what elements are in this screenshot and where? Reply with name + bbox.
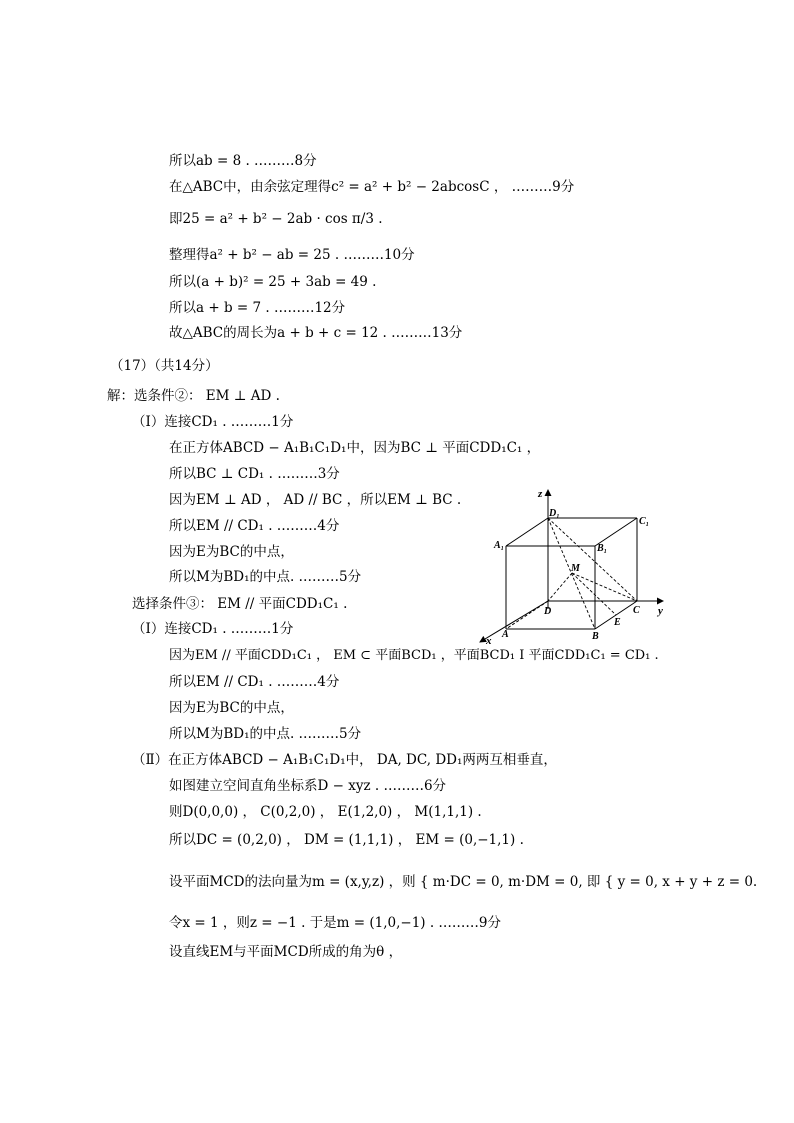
label-D1: D₁ xyxy=(549,508,560,519)
text-line: 设直线EM与平面MCD所成的角为θ ， xyxy=(169,944,403,960)
label-B1: B₁ xyxy=(597,543,608,554)
text-line: 选择条件③： EM // 平面CDD₁C₁ . xyxy=(132,596,348,612)
text-line: 即25 = a² + b² − 2ab · cos π/3 . xyxy=(169,211,383,227)
label-A1: A₁ xyxy=(494,540,505,551)
text-line: 所以M为BD₁的中点. ………5分 xyxy=(169,726,362,742)
text-line: （Ⅰ）连接CD₁ . ………1分 xyxy=(132,621,294,637)
text-line: 故△ABC的周长为a + b + c = 12 . ………13分 xyxy=(169,325,463,341)
text-line: 所以a + b = 7 . ………12分 xyxy=(169,300,346,316)
text-line: 所以DC = (0,2,0) ， DM = (1,1,1) ， EM = (0,−1,1) . xyxy=(169,832,524,848)
text-line: 所以EM // CD₁ . ………4分 xyxy=(169,518,340,534)
text-line: （Ⅰ）连接CD₁ . ………1分 xyxy=(132,414,294,430)
cube-figure xyxy=(470,484,670,644)
label-M: M xyxy=(571,563,580,574)
text-line: 因为EM ⊥ AD ， AD // BC ，所以EM ⊥ BC . xyxy=(169,492,462,508)
text-line: 所以EM // CD₁ . ………4分 xyxy=(169,674,340,690)
text-line: 所以M为BD₁的中点. ………5分 xyxy=(169,569,362,585)
text-line: 令x = 1 ，则z = −1 . 于是m = (1,0,−1) . ………9分 xyxy=(169,915,502,931)
text-line: （Ⅱ）在正方体ABCD − A₁B₁C₁D₁中， DA, DC, DD₁两两互相垂直， xyxy=(132,752,557,768)
text-line: 整理得a² + b² − ab = 25 . ………10分 xyxy=(169,247,415,263)
text-line: 如图建立空间直角坐标系D − xyz . ………6分 xyxy=(169,778,447,794)
text-line: 在△ABC中，由余弦定理得c² = a² + b² − 2abcosC ， ………9分 xyxy=(169,179,575,195)
text-line: 因为E为BC的中点， xyxy=(169,544,294,560)
label-x: x xyxy=(486,635,492,644)
label-C: C xyxy=(633,605,640,616)
problem-heading: （17）（共14分） xyxy=(110,358,219,374)
label-A: A xyxy=(502,629,509,640)
label-y: y xyxy=(658,605,663,617)
text-line: 在正方体ABCD − A₁B₁C₁D₁中，因为BC ⊥ 平面CDD₁C₁ ， xyxy=(169,440,541,456)
text-line: 所以(a + b)² = 25 + 3ab = 49 . xyxy=(169,274,377,290)
text-line: 因为EM // 平面CDD₁C₁ ， EM ⊂ 平面BCD₁ ，平面BCD₁ I 平面CDD₁C₁ = CD₁ . xyxy=(169,648,659,663)
label-B: B xyxy=(592,631,599,642)
text-line: 所以BC ⊥ CD₁ . ………3分 xyxy=(169,466,340,482)
label-z: z xyxy=(538,488,543,500)
text-line: 设平面MCD的法向量为m = (x,y,z) ，则 { m·DC = 0, m·DM = 0, 即 { y = 0, x + y + z = 0. xyxy=(169,874,758,890)
label-D: D xyxy=(544,606,552,617)
text-line: 因为E为BC的中点， xyxy=(169,700,294,716)
text-line: 所以ab = 8 . ………8分 xyxy=(169,153,317,169)
text-line: 则D(0,0,0) ， C(0,2,0) ， E(1,2,0) ， M(1,1,1) . xyxy=(169,804,482,820)
text-line: 解：选条件②： EM ⊥ AD . xyxy=(107,388,280,404)
label-C1: C₁ xyxy=(639,516,650,527)
label-E: E xyxy=(614,617,621,628)
